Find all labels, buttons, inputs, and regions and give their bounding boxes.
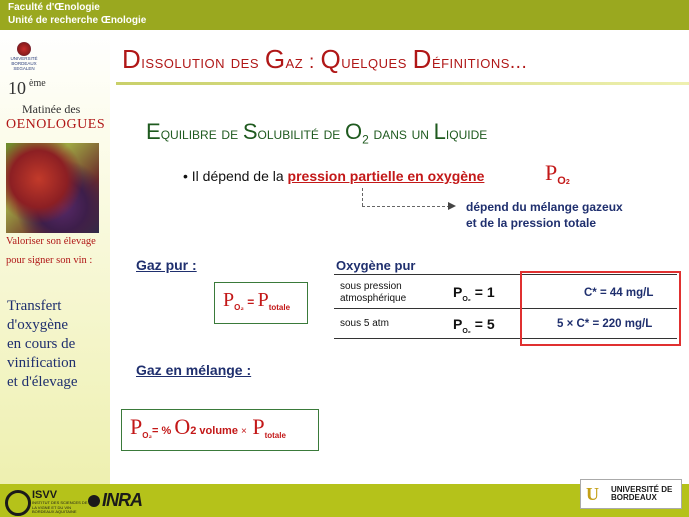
inra-dot-icon: [88, 495, 100, 507]
key-term: pression partielle en oxygène: [287, 168, 485, 184]
university-bordeaux-logo: U UNIVERSITÉ DE BORDEAUX: [580, 479, 682, 509]
dashed-connector-horizontal: [362, 206, 450, 207]
matinee-number: 10: [8, 78, 26, 98]
wine-grapes-photo: [6, 143, 99, 233]
table-row-value: 5 × C* = 220 mg/L: [557, 318, 653, 330]
university-logo: [6, 42, 42, 74]
pure-gas-equation-box: [214, 282, 308, 324]
mixture-equation: PO₂= % O2 volume × Ptotale: [130, 414, 286, 440]
research-unit-name: Unité de recherche Œnologie: [8, 15, 147, 26]
faculty-header-bar: [0, 0, 689, 30]
ub-mark-icon: U: [586, 484, 599, 504]
table-row-pressure: $P_{O_2} = 1$: [453, 284, 495, 303]
topic-line: Transfert: [7, 298, 62, 314]
bullet-depend: • Il dépend de la pression partielle en oxygène: [183, 168, 485, 184]
arrow-right-icon: [448, 202, 456, 210]
oxygen-table-title: Oxygène pur: [336, 258, 416, 273]
gaz-pur-heading: Gaz pur :: [136, 257, 197, 273]
faculty-name: Faculté d'Œnologie: [8, 2, 100, 13]
slide-title: Dissolution des Gaz : Quelques Définitions...: [122, 44, 528, 74]
matinee-ordinal: ème: [29, 78, 46, 89]
isvv-ring-icon: [5, 490, 31, 516]
isvv-logo: ISVV INSTITUT DES SCIENCES DE LA VIGNE ET DU VIN BORDEAUX AQUITAINE: [5, 488, 87, 514]
topic-line: et d'élevage: [7, 374, 78, 390]
university-logo-text: UNIVERSITÉ BORDEAUX SEGALEN: [10, 56, 38, 71]
table-row-label: sous 5 atm: [340, 318, 389, 329]
topic-line: d'oxygène: [7, 317, 69, 333]
table-row-value: C* = 44 mg/L: [584, 287, 654, 299]
university-emblem-icon: [17, 42, 31, 56]
mixture-equation-box: [121, 409, 319, 451]
session-topic: [7, 297, 78, 392]
slide-subtitle: Equilibre de Solubilité de $O_2$ dans un Liquide: [146, 119, 488, 147]
gaz-melange-heading: Gaz en mélange :: [136, 362, 252, 378]
dashed-connector-vertical: [362, 188, 363, 206]
po2-symbol: PO2: [545, 160, 570, 187]
table-row-pressure: $P_{O_2} = 5$: [453, 316, 495, 335]
depend-note: dépend du mélange gazeux et de la pression totale: [466, 200, 623, 230]
valoriser-line-1: Valoriser son élevage: [6, 236, 96, 247]
oenologues-label: OENOLOGUES: [6, 117, 106, 132]
valoriser-line-2: pour signer son vin :: [6, 255, 93, 266]
pure-gas-equation: $P_{O_2} = P_{totale}$: [223, 289, 291, 312]
matinee-label: Matinée des: [22, 102, 81, 116]
table-row-label: sous pression atmosphérique: [340, 281, 407, 304]
highlight-box: [520, 271, 681, 346]
title-underline: [116, 82, 689, 85]
topic-line: en cours de: [7, 336, 76, 352]
topic-line: vinification: [7, 355, 77, 371]
inra-logo: INRA: [88, 490, 142, 511]
